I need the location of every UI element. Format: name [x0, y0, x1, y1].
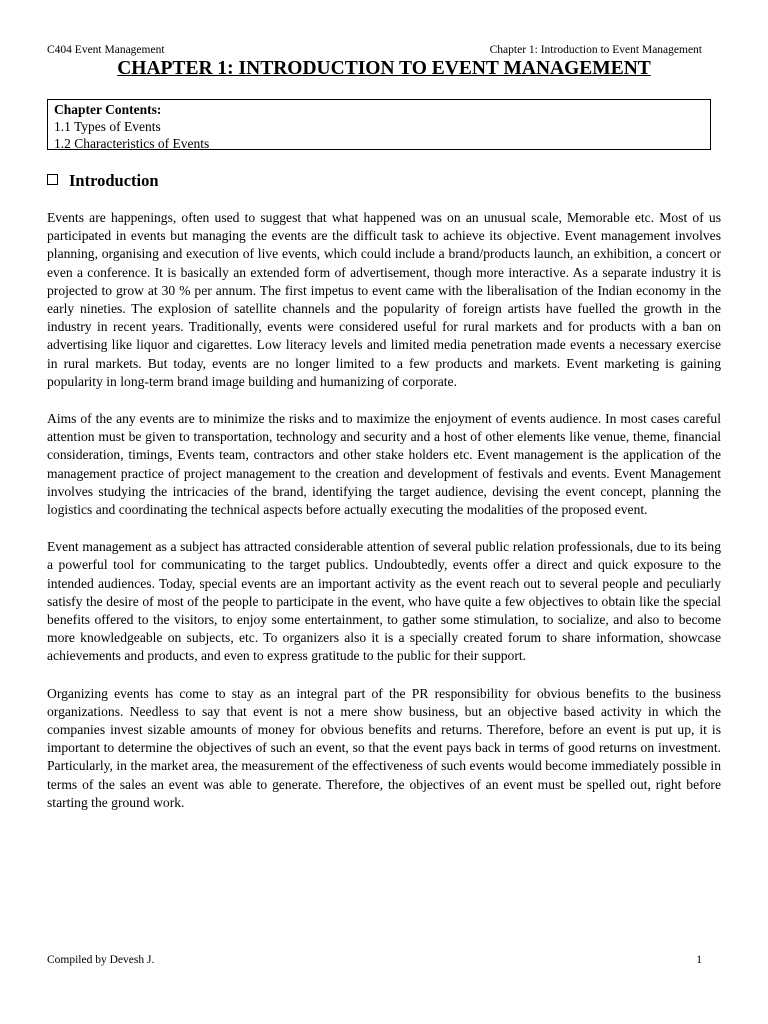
contents-item-characteristics-of-events: 1.2 Characteristics of Events — [54, 136, 210, 151]
contents-item-types-of-events: 1.1 Types of Events — [54, 119, 161, 134]
paragraph: Aims of the any events are to minimize the risks and to maximize the enjoyment of events audience. In most cases careful attention must be given to transportation, technology and security and a host of other elements like venue, theme, financial consideration, timings, Events team, contractors and other stake holders etc. Event management is the application of the management practice of project management to the creation and development of festivals and events. Event Management involves studying the intricacies of the brand, identifying the target audience, devising the event concept, planning the logistics and coordinating the technical aspects before actually executing the modalities of the proposed event. — [47, 411, 721, 518]
header-chapter-title: Chapter 1: Introduction to Event Management — [489, 44, 702, 56]
section-heading-label: Introduction — [69, 171, 159, 190]
contents-heading: Chapter Contents: — [54, 102, 162, 117]
header-course-title: C404 Event Management — [47, 44, 165, 56]
body-text — [47, 209, 721, 831]
section-heading-introduction — [47, 171, 159, 191]
page-number: 1 — [696, 954, 702, 966]
paragraph: Events are happenings, often used to suggest that what happened was on an unusual scale, Memorable etc. Most of us participated in events but managing the events are the difficult task to achieve its objective. Event management involves planning, organising and execution of live events, which could include a brand/products launch, an exhibition, a concert or even a conference. It is basically an extended form of advertisement, though more interactive. As a separate industry it is projected to grow at 30 % per annum. The first impetus to event came with the liberalisation of the Indian economy in the early nineties. The explosion of satellite channels and the popularity of foreign artists have fuelled the growth in the industry in recent years. Traditionally, events were considered useful for rural markets and for products with a ban on advertising like liquor and cigarettes. Low literacy levels and limited media penetration made events a necessary exercise in rural markets. But today, events are no longer limited to a few products and markets. Event marketing is gaining popularity in long-term brand image building and humanizing of corporate. — [47, 210, 721, 389]
footer-author: Compiled by Devesh J. — [47, 954, 155, 966]
chapter-contents-box — [47, 99, 711, 150]
paragraph: Organizing events has come to stay as an integral part of the PR responsibility for obvious benefits to the business organizations. Needless to say that event is not a mere show business, but an objective based activity in which the companies invest sizable amounts of money for obvious benefits and returns. Therefore, before an event is put up, it is important to determine the objectives of such an event, so that the event pays back in terms of good returns on investment. Particularly, in the market area, the measurement of the effectiveness of such events would become immediately possible in terms of the sales an event was able to generate. Therefore, the objectives of an event must be spelled out, right before starting the ground work. — [47, 685, 721, 810]
paragraph: Event management as a subject has attracted considerable attention of several public relation professionals, due to its being a powerful tool for communicating to the target publics. Undoubtedly, events offer a direct and quick exposure to the intended audiences. Today, special events are an important activity as the event reach out to several people and peculiarly satisfy the desire of most of the people to participate in the event, who have quite a few objectives to obtain like the special benefits offered to the visitors, to enjoy some entertainment, to gather some stimulation, to socialize, and also to become more knowledgeable on subjects, etc. To organizers also it is a specially created forum to share information, showcase achievements and products, and even to express gratitude to the public for their support. — [47, 539, 721, 664]
checkbox-icon — [47, 174, 58, 185]
page-title: CHAPTER 1: INTRODUCTION TO EVENT MANAGEMENT — [117, 58, 651, 79]
